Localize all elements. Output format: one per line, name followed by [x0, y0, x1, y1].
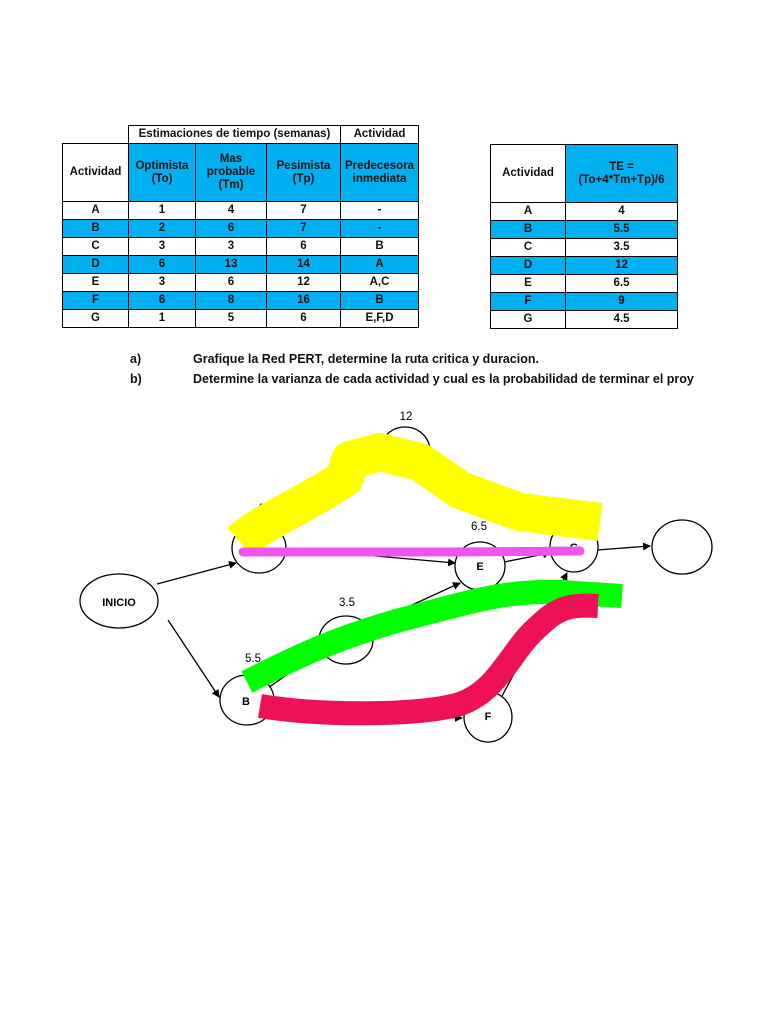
arrow-inicio-a	[157, 563, 236, 584]
table-cell: A,C	[341, 274, 419, 292]
node-d-te: 12	[399, 411, 413, 423]
table-cell: 13	[196, 256, 267, 274]
table-cell: C	[63, 238, 129, 256]
col-header: Predecesora inmediata	[341, 144, 419, 202]
table-cell: 5	[196, 310, 267, 328]
table-cell: E	[491, 275, 566, 293]
table-cell: -	[341, 220, 419, 238]
table-cell: 12	[566, 257, 678, 275]
table-cell: C	[491, 239, 566, 257]
table-cell: 6.5	[566, 275, 678, 293]
table-cell: E	[63, 274, 129, 292]
table-cell: E,F,D	[341, 310, 419, 328]
col-header: Optimista (To)	[129, 144, 196, 202]
table-cell: 14	[267, 256, 341, 274]
table-cell: 4	[196, 202, 267, 220]
table-cell: 7	[267, 220, 341, 238]
node-b-label: B	[242, 696, 250, 708]
table-cell: B	[491, 221, 566, 239]
table-cell: 6	[267, 310, 341, 328]
table-cell: 12	[267, 274, 341, 292]
node-f-label: F	[484, 711, 492, 723]
node-a-label: A	[255, 543, 263, 555]
question-a-text: Grafique la Red PERT, determine la ruta critica y duracion.	[193, 352, 539, 366]
table-cell: 3	[196, 238, 267, 256]
table-cell: 6	[129, 256, 196, 274]
table-cell: A	[63, 202, 129, 220]
col-header: Mas probable (Tm)	[196, 144, 267, 202]
node-c-te: 3.5	[339, 597, 355, 609]
node-d-label: D	[401, 447, 409, 459]
group-header-activity: Actividad	[341, 126, 419, 144]
node-e-label: E	[476, 561, 484, 573]
group-header-estimates: Estimaciones de tiempo (semanas)	[129, 126, 341, 144]
table-cell: 4.5	[566, 311, 678, 329]
table-cell: -	[341, 202, 419, 220]
question-a-label: a)	[130, 352, 142, 366]
table-cell: D	[491, 257, 566, 275]
node-inicio-label: INICIO	[102, 597, 136, 609]
table-cell: 5.5	[566, 221, 678, 239]
table-cell: 2	[129, 220, 196, 238]
table-cell: B	[341, 292, 419, 310]
table-cell: F	[63, 292, 129, 310]
node-end	[652, 520, 712, 574]
table-cell: B	[63, 220, 129, 238]
highlight-magenta-path	[243, 551, 580, 552]
col-header: Actividad	[491, 145, 566, 203]
table-cell: 3	[129, 274, 196, 292]
table-cell: 6	[196, 274, 267, 292]
col-header: Pesimista (Tp)	[267, 144, 341, 202]
node-b-te: 5.5	[245, 653, 261, 665]
col-header: TE = (To+4*Tm+Tp)/6	[566, 145, 678, 203]
arrow-g-end	[597, 546, 650, 550]
node-g-label: G	[569, 542, 579, 554]
table-cell: 6	[267, 238, 341, 256]
node-g-te: 4.5	[566, 503, 582, 515]
table-cell: 7	[267, 202, 341, 220]
arrow-inicio-b	[168, 620, 219, 697]
table-cell: G	[63, 310, 129, 328]
table-cell: F	[491, 293, 566, 311]
node-c-label: C	[342, 635, 350, 647]
table-cell: 1	[129, 202, 196, 220]
table-cell: 1	[129, 310, 196, 328]
table-cell: 3	[129, 238, 196, 256]
col-header: Actividad	[63, 144, 129, 202]
table-cell: 6	[129, 292, 196, 310]
table-cell: 3.5	[566, 239, 678, 257]
table-cell: A	[491, 203, 566, 221]
question-b-label: b)	[130, 372, 142, 386]
table-cell: 9	[566, 293, 678, 311]
highlight-yellow-path	[240, 452, 600, 542]
node-e-te: 6.5	[471, 521, 487, 533]
question-b-text: Determine la varianza de cada actividad y cual es la probabilidad de terminar el proy	[193, 372, 694, 386]
table-cell: B	[341, 238, 419, 256]
table-cell: A	[341, 256, 419, 274]
table-cell: 4	[566, 203, 678, 221]
node-a-te: 4	[256, 503, 264, 515]
table-cell: G	[491, 311, 566, 329]
table-cell: 16	[267, 292, 341, 310]
table-cell: 8	[196, 292, 267, 310]
table-cell: 6	[196, 220, 267, 238]
table-cell: D	[63, 256, 129, 274]
